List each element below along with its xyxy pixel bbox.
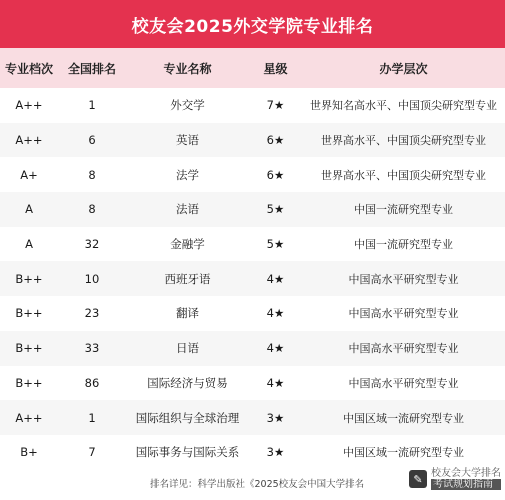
tier-cell: B++ — [15, 306, 43, 321]
table-row — [0, 400, 505, 435]
major-name-cell: 国际组织与全球治理 — [135, 410, 240, 425]
tier-cell: B++ — [15, 341, 43, 356]
tier-cell: B+ — [20, 445, 38, 460]
watermark — [409, 468, 501, 490]
major-name-cell: 西班牙语 — [164, 271, 211, 286]
level-cell: 中国高水平研究型专业 — [348, 272, 459, 286]
table-header — [0, 48, 505, 88]
national-rank-cell: 86 — [84, 375, 100, 390]
national-rank-cell: 33 — [84, 341, 100, 356]
stars-cell: 4★ — [266, 306, 285, 321]
table-row — [0, 157, 505, 192]
tier-cell: A++ — [15, 98, 43, 113]
national-rank-cell: 8 — [88, 202, 96, 217]
stars-cell: 4★ — [266, 271, 285, 286]
level-cell: 中国高水平研究型专业 — [348, 342, 459, 356]
level-cell: 中国一流研究型专业 — [354, 238, 453, 252]
tier-cell: A+ — [20, 167, 38, 182]
major-name-cell: 日语 — [176, 341, 199, 356]
major-name-cell: 金融学 — [170, 237, 205, 252]
level-cell: 中国一流研究型专业 — [354, 203, 453, 217]
column-header-major-name: 专业名称 — [163, 61, 212, 76]
major-name-cell: 英语 — [176, 133, 199, 148]
tier-cell: B++ — [15, 271, 43, 286]
ranking-table — [0, 48, 505, 470]
table-row — [0, 366, 505, 401]
national-rank-cell: 32 — [84, 237, 100, 252]
national-rank-cell: 6 — [88, 133, 96, 148]
major-name-cell: 法语 — [176, 202, 199, 217]
level-cell: 世界知名高水平、中国顶尖研究型专业 — [310, 99, 497, 113]
major-name-cell: 翻译 — [176, 306, 199, 321]
major-name-cell: 外交学 — [170, 98, 205, 113]
national-rank-cell: 7 — [88, 445, 96, 460]
stars-cell: 4★ — [266, 375, 285, 390]
level-cell: 中国高水平研究型专业 — [348, 376, 459, 390]
national-rank-cell: 23 — [84, 306, 100, 321]
column-header-level: 办学层次 — [379, 61, 428, 76]
stars-cell: 3★ — [266, 410, 285, 425]
level-cell: 世界高水平、中国顶尖研究型专业 — [321, 134, 486, 148]
table-row — [0, 331, 505, 366]
stars-cell: 3★ — [266, 445, 285, 460]
national-rank-cell: 1 — [88, 410, 96, 425]
table-body — [0, 88, 505, 470]
stars-cell: 5★ — [266, 237, 285, 252]
watermark-logo-icon: ✎ — [409, 470, 427, 488]
national-rank-cell: 1 — [88, 98, 96, 113]
column-header-national-rank: 全国排名 — [67, 61, 116, 76]
tier-cell: A — [25, 202, 33, 217]
stars-cell: 6★ — [266, 167, 285, 182]
tier-cell: A — [25, 237, 33, 252]
column-header-tier: 专业档次 — [4, 61, 53, 76]
national-rank-cell: 10 — [84, 271, 100, 286]
stars-cell: 4★ — [266, 341, 285, 356]
major-name-cell: 法学 — [176, 167, 199, 182]
level-cell: 中国区域一流研究型专业 — [343, 411, 464, 425]
column-header-stars: 星级 — [263, 61, 288, 76]
tier-cell: A++ — [15, 133, 43, 148]
watermark-line-2: 考试规划指南 — [431, 479, 501, 490]
watermark-line-1: 校友会大学排名 — [431, 468, 501, 479]
major-name-cell: 国际经济与贸易 — [147, 375, 228, 390]
table-row — [0, 261, 505, 296]
tier-cell: B++ — [15, 375, 43, 390]
level-cell: 中国高水平研究型专业 — [348, 307, 459, 321]
stars-cell: 7★ — [266, 98, 285, 113]
tier-cell: A++ — [15, 410, 43, 425]
table-row — [0, 123, 505, 158]
footer-note: 排名详见：科学出版社《2025校友会中国大学排名 — [150, 478, 365, 490]
stars-cell: 5★ — [266, 202, 285, 217]
table-row — [0, 192, 505, 227]
stars-cell: 6★ — [266, 133, 285, 148]
page-title: 校友会2025外交学院专业排名 — [0, 0, 505, 48]
level-cell: 中国区域一流研究型专业 — [343, 446, 464, 460]
table-row — [0, 296, 505, 331]
level-cell: 世界高水平、中国顶尖研究型专业 — [321, 168, 486, 182]
table-row — [0, 88, 505, 123]
table-row — [0, 227, 505, 262]
major-name-cell: 国际事务与国际关系 — [135, 445, 240, 460]
national-rank-cell: 8 — [88, 167, 96, 182]
watermark-text — [431, 468, 501, 490]
